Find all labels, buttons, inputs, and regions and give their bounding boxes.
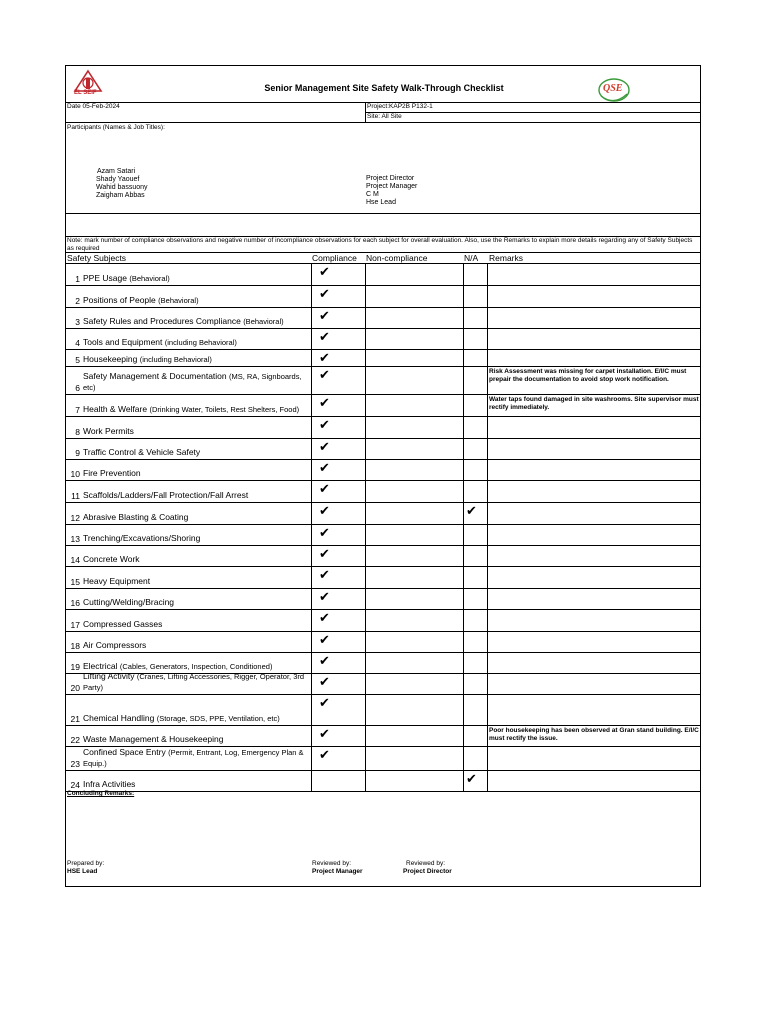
table-row	[66, 694, 700, 725]
row-subject	[83, 640, 309, 651]
table-row	[66, 631, 700, 652]
row-number: 7	[75, 405, 80, 415]
row-number: 22	[70, 735, 80, 745]
compliance-check-icon: ✔	[319, 567, 330, 582]
compliance-check-icon: ✔	[319, 695, 330, 710]
table-row	[66, 438, 700, 459]
subject-name: Lifting Activity	[83, 671, 135, 681]
participant-title: Project Director	[366, 175, 415, 182]
table-row	[66, 328, 700, 349]
row-subject	[83, 337, 309, 348]
participant-title: Project Manager	[366, 183, 418, 190]
table-row	[66, 416, 700, 438]
reviewed-by-pd: Project Director	[403, 868, 452, 875]
row-subject	[83, 354, 309, 365]
compliance-check-icon: ✔	[319, 525, 330, 540]
row-number: 19	[70, 662, 80, 672]
compliance-check-icon: ✔	[319, 417, 330, 432]
table-row	[66, 673, 700, 694]
participant-title: Hse Lead	[366, 199, 396, 206]
participant-name: Azam Satari	[97, 168, 136, 175]
subject-name: Cutting/Welding/Bracing	[83, 597, 175, 607]
subject-name: Heavy Equipment	[83, 576, 151, 586]
row-subject	[83, 512, 309, 523]
subject-name: Safety Rules and Procedures Compliance	[83, 316, 241, 326]
compliance-check-icon: ✔	[319, 395, 330, 410]
compliance-check-icon: ✔	[319, 747, 330, 762]
subject-qualifier: (Permit, Entrant, Log, Emergency Plan & Equip.)	[83, 748, 304, 768]
row-number: 3	[75, 317, 80, 327]
row-number: 21	[70, 714, 80, 724]
row-number: 1	[75, 274, 80, 284]
checklist-sheet	[65, 65, 701, 887]
qse-logo-text: QSE	[603, 83, 623, 94]
subject-name: Air Compressors	[83, 640, 147, 650]
subject-name: Abrasive Blasting & Coating	[83, 512, 189, 522]
row-number: 15	[70, 577, 80, 587]
page-title: Senior Management Site Safety Walk-Through Checklist	[264, 83, 504, 93]
subject-name: Traffic Control & Vehicle Safety	[83, 447, 201, 457]
row-subject	[83, 619, 309, 630]
subject-name: PPE Usage	[83, 273, 127, 283]
row-remark: Water taps found damaged in site washrooms. Site supervisor must rectify immediately.	[489, 396, 699, 411]
row-subject	[83, 597, 309, 608]
row-number: 18	[70, 641, 80, 651]
row-subject	[83, 295, 309, 306]
row-subject	[83, 447, 309, 458]
row-remark: Poor housekeeping has been observed at Gran stand building. E/I/C must rectify the issue.	[489, 727, 699, 742]
compliance-check-icon: ✔	[319, 460, 330, 475]
row-subject	[83, 671, 309, 693]
col-remarks: Remarks	[489, 253, 524, 263]
na-check-icon: ✔	[466, 503, 477, 518]
participant-title: C M	[366, 191, 379, 198]
subject-qualifier: (Behavioral)	[243, 317, 284, 326]
logo-text: EL SEIF	[74, 90, 97, 96]
col-safety-subjects: Safety Subjects	[67, 253, 127, 263]
subject-name: Compressed Gasses	[83, 619, 163, 629]
row-number: 9	[75, 448, 80, 458]
table-row	[66, 609, 700, 631]
row-subject	[83, 273, 309, 284]
row-number: 2	[75, 296, 80, 306]
row-number: 24	[70, 780, 80, 790]
row-number: 8	[75, 427, 80, 437]
subject-qualifier: (including Behavioral)	[164, 338, 237, 347]
subject-qualifier: (including Behavioral)	[139, 355, 212, 364]
compliance-check-icon: ✔	[319, 329, 330, 344]
row-subject	[83, 533, 309, 544]
compliance-check-icon: ✔	[319, 439, 330, 454]
row-subject	[83, 426, 309, 437]
row-number: 14	[70, 555, 80, 565]
subject-name: Waste Management & Housekeeping	[83, 734, 224, 744]
subject-name: Infra Activities	[83, 779, 136, 789]
subject-qualifier: (Drinking Water, Toilets, Rest Shelters, Food)	[149, 405, 300, 414]
col-na: N/A	[464, 253, 479, 263]
compliance-check-icon: ✔	[319, 589, 330, 604]
subject-name: Fire Prevention	[83, 468, 141, 478]
row-number: 13	[70, 534, 80, 544]
row-subject	[83, 468, 309, 479]
reviewed-by-label: Reviewed by:	[406, 860, 446, 867]
reviewed-by-pm: Project Manager	[312, 868, 363, 875]
subject-name: Scaffolds/Ladders/Fall Protection/Fall Arrest	[83, 490, 249, 500]
subject-qualifier: (Storage, SDS, PPE, Ventilation, etc)	[156, 714, 280, 723]
table-row	[66, 588, 700, 609]
na-check-icon: ✔	[466, 771, 477, 786]
row-number: 16	[70, 598, 80, 608]
row-subject	[83, 371, 309, 393]
subject-name: Positions of People	[83, 295, 156, 305]
row-subject	[83, 316, 309, 327]
table-row	[66, 285, 700, 307]
row-number: 10	[70, 469, 80, 479]
compliance-check-icon: ✔	[319, 674, 330, 689]
participant-name: Wahid bassuony	[96, 184, 148, 191]
subject-name: Confined Space Entry	[83, 747, 166, 757]
table-row	[66, 263, 700, 285]
project-field: Project:KAP2B P132-1	[367, 103, 433, 110]
table-row	[66, 725, 700, 746]
subject-name: Trenching/Excavations/Shoring	[83, 533, 201, 543]
compliance-check-icon: ✔	[319, 367, 330, 382]
row-subject	[83, 734, 309, 745]
compliance-check-icon: ✔	[319, 726, 330, 741]
row-remark: Risk Assessment was missing for carpet installation. E/I/C must prepair the documentation to avoid stop work notification.	[489, 368, 687, 383]
table-row	[66, 524, 700, 545]
row-subject	[83, 747, 309, 769]
table-row	[66, 545, 700, 566]
compliance-check-icon: ✔	[319, 632, 330, 647]
subject-qualifier: (MS, RA, Signboards, etc)	[83, 372, 302, 392]
row-subject	[83, 576, 309, 587]
participants-names	[96, 168, 148, 200]
row-number: 20	[70, 683, 80, 693]
reviewed-by-label: Reviewed by:	[312, 860, 352, 867]
row-number: 4	[75, 338, 80, 348]
compliance-check-icon: ✔	[319, 610, 330, 625]
subject-qualifier: (Behavioral)	[158, 296, 199, 305]
subject-name: Housekeeping	[83, 354, 138, 364]
subject-name: Health & Welfare	[83, 404, 148, 414]
table-row	[66, 770, 700, 791]
col-compliance: Compliance	[312, 253, 357, 263]
row-number: 12	[70, 513, 80, 523]
table-row	[66, 480, 700, 502]
row-number: 11	[71, 491, 80, 501]
compliance-check-icon: ✔	[319, 350, 330, 365]
compliance-check-icon: ✔	[319, 546, 330, 561]
concluding-remarks-label: Concluding Remarks:	[67, 790, 135, 797]
row-subject	[83, 554, 309, 565]
row-subject	[83, 713, 309, 724]
compliance-check-icon: ✔	[319, 503, 330, 518]
evaluation-note: Note: mark number of compliance observations and negative number of incompliance observations for each subject for overall evaluation. Also, use the Remarks to explain more details regarding any of Safety Subjects as required	[67, 237, 693, 252]
qse-logo	[596, 76, 632, 104]
table-row	[66, 566, 700, 588]
compliance-check-icon: ✔	[319, 286, 330, 301]
subject-qualifier: (Cables, Generators, Inspection, Conditioned)	[119, 662, 273, 671]
row-subject	[83, 404, 309, 415]
table-row	[66, 394, 700, 416]
subject-name: Work Permits	[83, 426, 134, 436]
table-row	[66, 366, 700, 394]
participant-name: Zaigham Abbas	[96, 192, 145, 199]
col-noncompliance: Non-compliance	[366, 253, 428, 263]
subject-name: Chemical Handling	[83, 713, 155, 723]
row-number: 17	[70, 620, 80, 630]
compliance-check-icon: ✔	[319, 481, 330, 496]
table-row	[66, 502, 700, 524]
participant-name: Shady Yaouef	[96, 176, 140, 183]
date-field: Date 05-Feb-2024	[67, 103, 120, 110]
table-row	[66, 307, 700, 328]
subject-name: Electrical	[83, 661, 118, 671]
subject-name: Safety Management & Documentation	[83, 371, 227, 381]
table-row	[66, 459, 700, 480]
prepared-by: HSE Lead	[67, 868, 98, 875]
table-row	[66, 746, 700, 770]
row-number: 6	[75, 383, 80, 393]
subject-name: Concrete Work	[83, 554, 140, 564]
table-row	[66, 349, 700, 366]
participants-label: Participants (Names & Job Titles):	[67, 124, 165, 131]
compliance-check-icon: ✔	[319, 264, 330, 279]
subject-qualifier: (Cranes, Lifting Accessories, Rigger, Operator, 3rd Party)	[83, 672, 305, 692]
compliance-check-icon: ✔	[319, 653, 330, 668]
subject-name: Tools and Equipment	[83, 337, 163, 347]
row-subject	[83, 779, 309, 790]
prepared-by-label: Prepared by:	[67, 860, 105, 867]
subject-qualifier: (Behavioral)	[129, 274, 170, 283]
table-row	[66, 652, 700, 673]
participants-titles	[366, 175, 417, 207]
site-field: Site: All Site	[367, 113, 402, 120]
row-number: 5	[75, 355, 80, 365]
compliance-check-icon: ✔	[319, 308, 330, 323]
row-number: 23	[70, 759, 80, 769]
row-subject	[83, 490, 309, 501]
